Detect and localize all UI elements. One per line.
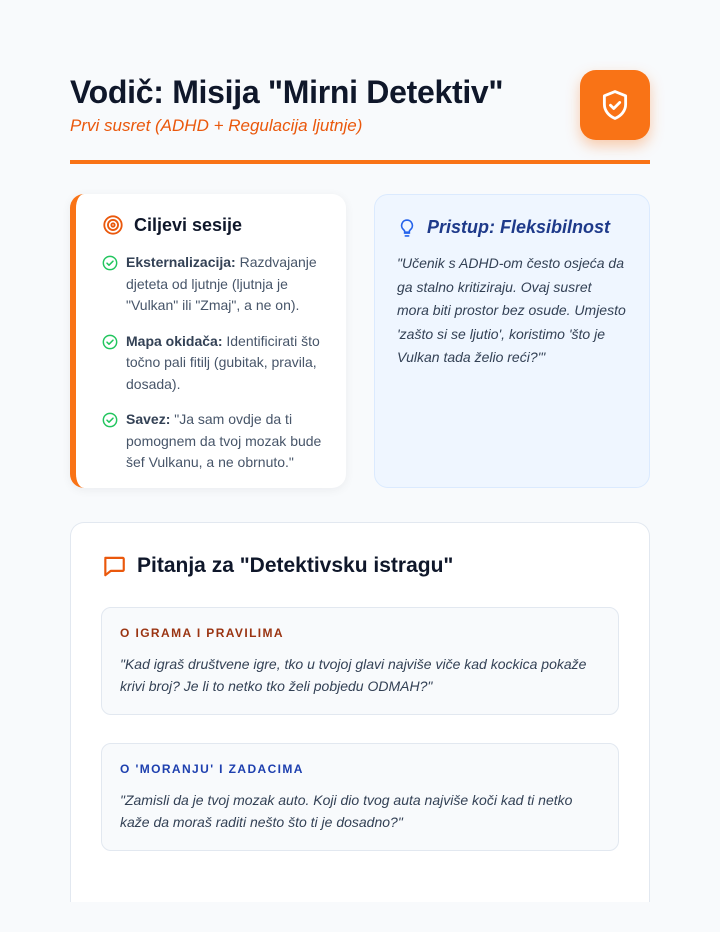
- goal-item: [102, 409, 324, 474]
- shield-check-badge: [580, 70, 650, 140]
- goals-card: [70, 194, 346, 488]
- check-circle-icon: [102, 412, 118, 428]
- questions-header: [101, 553, 619, 579]
- goal-item: [102, 252, 324, 317]
- questions-heading: Pitanja za "Detektivsku istragu": [137, 554, 454, 577]
- questions-card: [70, 522, 650, 902]
- question-category: O IGRAMA I PRAVILIMA: [120, 626, 284, 640]
- target-icon: [102, 214, 124, 236]
- check-circle-icon: [102, 334, 118, 350]
- page-title: Vodič: Misija "Mirni Detektiv": [70, 74, 504, 110]
- question-category: O 'MORANJU' I ZADACIMA: [120, 762, 304, 776]
- goal-text: Mapa okidača: Identificirati što točno pali fitilj (gubitak, pravila, dosada).: [126, 332, 320, 392]
- goal-item: [102, 331, 324, 396]
- cards-row: [70, 194, 650, 488]
- check-circle-icon: [102, 255, 118, 271]
- question-text: "Kad igraš društvene igre, tko u tvojoj glavi najviše viče kad kockica pokaže krivi broj? Je li to netko tko želi pobjedu ODMAH?": [120, 656, 587, 694]
- approach-card: [374, 194, 650, 488]
- goal-text: Eksternalizacija: Razdvajanje djeteta od ljutnje (ljutnja je "Vulkan" ili "Zmaj", a ne on).: [126, 254, 317, 313]
- page-subtitle: Prvi susret (ADHD + Regulacija ljutnje): [70, 116, 363, 135]
- approach-heading: Pristup: Fleksibilnost: [427, 217, 611, 237]
- header: [70, 70, 650, 164]
- goal-text: Savez: "Ja sam ovdje da ti pomognem da tvoj mozak bude šef Vulkanu, a ne obrnuto.": [126, 411, 322, 470]
- goals-heading: Ciljevi sesije: [134, 214, 243, 235]
- question-text: "Zamisli da je tvoj mozak auto. Koji dio tvog auta najviše koči kad ti netko kaže da moraš raditi nešto što ti je dosadno?": [120, 792, 573, 830]
- approach-header: [397, 217, 627, 238]
- lightbulb-icon: [397, 218, 417, 238]
- chat-icon: [101, 553, 127, 579]
- goals-header: [102, 214, 324, 236]
- shield-check-icon: [598, 88, 632, 122]
- question-box: [101, 607, 619, 715]
- approach-quote: "Učenik s ADHD-om često osjeća da ga stalno kritiziraju. Ovaj susret mora biti prostor bez osude. Umjesto 'zašto si se ljutio', koristimo 'što je Vulkan tada želio reći?'": [397, 255, 626, 365]
- question-box: [101, 743, 619, 851]
- page: [70, 70, 650, 830]
